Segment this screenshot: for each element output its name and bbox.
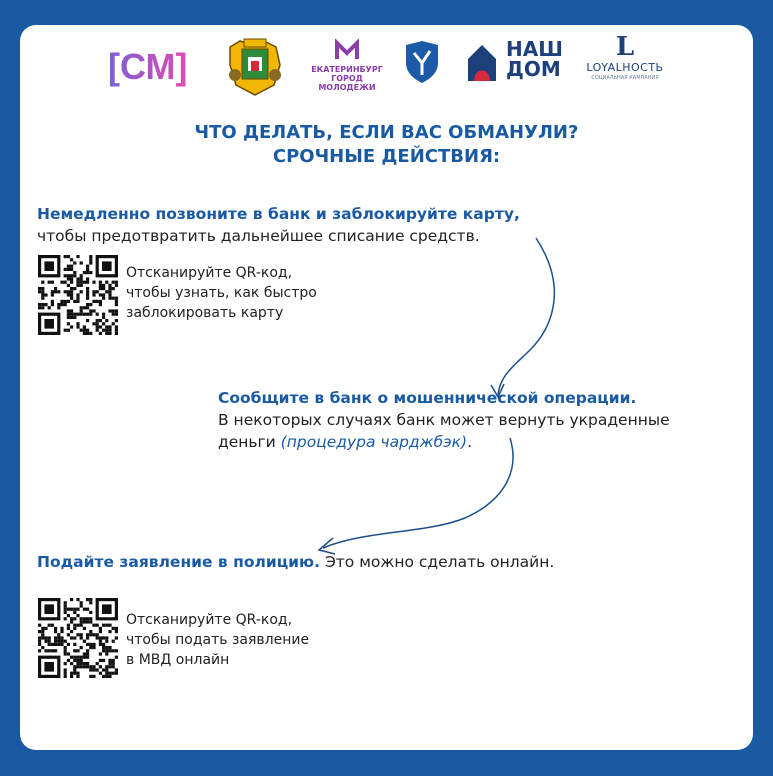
shield-icon [402, 39, 442, 85]
qr1-note-line2: чтобы узнать, как быстро [126, 285, 317, 301]
arrow-2-icon [305, 430, 525, 560]
ekb-youth-logo [302, 39, 392, 92]
step2-body-line2c: . [467, 433, 473, 451]
loyalnost-letter: L [615, 32, 635, 62]
sm-logo-text: [СМ] [108, 46, 188, 87]
nash-dom-logo [466, 39, 566, 89]
ekb-line1: ЕКАТЕРИНБУРГ [311, 65, 383, 74]
step2-body-line2a: деньги [218, 433, 281, 451]
info-card [20, 25, 753, 750]
sm-logo [108, 43, 208, 89]
chargeback-term: (процедура чарджбэк) [280, 433, 468, 451]
step3-heading: Подайте заявление в полицию. [37, 553, 321, 571]
ekb-line2: ГОРОД МОЛОДЕЖИ [318, 74, 376, 92]
partner-logos [20, 25, 753, 105]
qr-code-block-card[interactable] [38, 255, 118, 335]
step1-heading: Немедленно позвоните в банк и заблокируйте карту, [37, 205, 520, 223]
qr2-note [126, 610, 346, 670]
coat-of-arms-icon [220, 35, 290, 97]
arrow-1-icon [440, 230, 560, 410]
step3-text [37, 551, 637, 573]
nash-dom-line1: НАШ [506, 37, 563, 61]
qr2-note-line3: в МВД онлайн [126, 652, 230, 668]
qr-code-police-report[interactable] [38, 598, 118, 678]
step2-body-line1: В некоторых случаях банк может вернуть украденные [218, 411, 670, 429]
house-icon [466, 41, 498, 83]
ekb-m-icon [334, 39, 360, 61]
step1-body: чтобы предотвратить дальнейшее списание средств. [37, 227, 480, 245]
loyalnost-sub: СОЦИАЛЬНАЯ КАМПАНИЯ [591, 75, 659, 81]
qr1-note [126, 263, 346, 323]
loyalnost-word: LOYALНОСТЬ [586, 61, 664, 74]
page-title-line2: СРОЧНЫЕ ДЕЙСТВИЯ: [272, 146, 501, 167]
qr1-note-line3: заблокировать карту [126, 305, 284, 321]
nash-dom-line2: ДОМ [506, 57, 561, 81]
loyalnost-logo [580, 33, 670, 91]
step2-heading: Сообщите в банк о мошеннической операции. [218, 389, 637, 407]
qr2-note-line1: Отсканируйте QR-код, [126, 612, 293, 628]
step3-body: Это можно сделать онлайн. [320, 553, 555, 571]
page-title-line1: ЧТО ДЕЛАТЬ, ЕСЛИ ВАС ОБМАНУЛИ? [194, 122, 579, 143]
qr1-note-line1: Отсканируйте QR-код, [126, 265, 293, 281]
qr2-note-line2: чтобы подать заявление [126, 632, 310, 648]
